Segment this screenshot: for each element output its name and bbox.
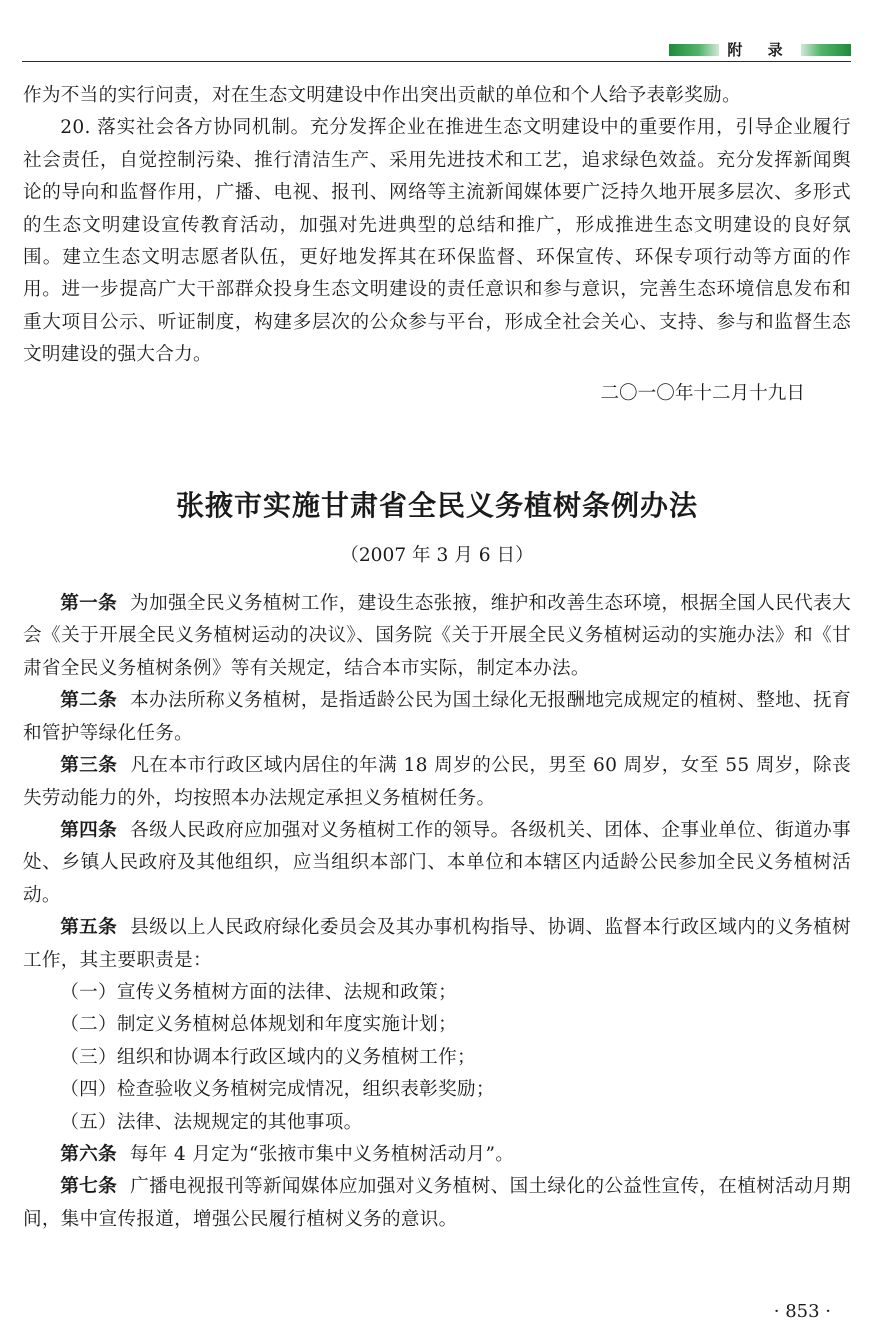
article-label: 第五条 xyxy=(60,917,118,939)
article-5 xyxy=(23,912,851,977)
list-item-4: （四）检查验收义务植树完成情况，组织表彰奖励； xyxy=(60,1079,495,1101)
document-date: （2007 年 3 月 6 日） xyxy=(340,545,534,567)
continuation-line: 作为不当的实行问责，对在生态文明建设中作出突出贡献的单位和个人给予表彰奖励。 xyxy=(23,85,741,106)
article-text: 县级以上人民政府绿化委员会及其办事机构指导、协调、监督本行政区域内的义务植树工作，其主要职责是： xyxy=(23,917,851,971)
list-item-3: （三）组织和协调本行政区域内的义务植树工作； xyxy=(60,1046,476,1068)
article-label: 第一条 xyxy=(60,593,118,615)
article-label: 第七条 xyxy=(60,1176,118,1198)
article-text: 凡在本市行政区域内居住的年满 18 周岁的公民，男至 60 周岁，女至 55 周岁，除丧失劳动能力的外，均按照本办法规定承担义务植树任务。 xyxy=(23,755,851,809)
header-rule xyxy=(22,61,851,62)
article-text: 各级人民政府应加强对义务植树工作的领导。各级机关、团体、企事业单位、街道办事处、乡镇人民政府及其他组织，应当组织本部门、本单位和本辖区内适龄公民参加全民义务植树活动。 xyxy=(23,819,851,906)
list-item-2: （二）制定义务植树总体规划和年度实施计划； xyxy=(60,1014,457,1036)
article-text: 为加强全民义务植树工作，建设生态张掖，维护和改善生态环境，根据全国人民代表大会《关于开展全民义务植树运动的决议》、国务院《关于开展全民义务植树运动的实施办法》和《甘肃省全民义务植树条例》等有关规定，结合本市实际，制定本办法。 xyxy=(23,593,851,679)
article-text: 广播电视报刊等新闻媒体应加强对义务植树、国土绿化的公益性宣传，在植树活动月期间，集中宣传报道，增强公民履行植树义务的意识。 xyxy=(23,1176,851,1230)
page-number: · 853 · xyxy=(773,1301,831,1322)
article-text: 每年 4 月定为“张掖市集中义务植树活动月”。 xyxy=(129,1143,515,1165)
article-label: 第三条 xyxy=(60,755,118,777)
header-decor-bar-left xyxy=(669,44,719,56)
article-6 xyxy=(23,1139,851,1171)
list-item-5: （五）法律、法规规定的其他事项。 xyxy=(60,1111,363,1133)
article-label: 第二条 xyxy=(60,690,118,712)
page-content xyxy=(23,80,851,1236)
item-20-paragraph: 20. 落实社会各方协同机制。充分发挥企业在推进生态文明建设中的重要作用，引导企业履行社会责任，自觉控制污染、推行清洁生产、采用先进技术和工艺，追求绿色效益。充分发挥新闻舆论的导向和监督作用，广播、电视、报刊、网络等主流新闻媒体要广泛持久地开展多层次、多形式的生态文明建设宣传教育活动，加强对先进典型的总结和推广，形成推进生态文明建设的良好氛围。建立生态文明志愿者队伍，更好地发挥其在环保监督、环保宣传、环保专项行动等方面的作用。进一步提高广大干部群众投身生态文明建设的责任意识和参与意识，完善生态环境信息发布和重大项目公示、听证制度，构建多层次的公众参与平台，形成全社会关心、支持、参与和监督生态文明建设的强大合力。 xyxy=(23,117,851,366)
article-2 xyxy=(23,685,851,750)
page-header xyxy=(22,40,851,62)
article-1 xyxy=(23,588,851,685)
article-label: 第六条 xyxy=(60,1143,117,1165)
article-3 xyxy=(23,750,851,815)
list-item-1: （一）宣传义务植树方面的法律、法规和政策； xyxy=(60,981,457,1003)
header-decor-bar-right xyxy=(801,44,851,56)
article-text: 本办法所称义务植树，是指适龄公民为国土绿化无报酬地完成规定的植树、整地、抚育和管护等绿化任务。 xyxy=(23,690,851,744)
article-label: 第四条 xyxy=(60,819,118,841)
signing-date: 二〇一〇年十二月十九日 xyxy=(600,382,805,404)
document-title: 张掖市实施甘肃省全民义务植树条例办法 xyxy=(175,489,698,523)
article-7 xyxy=(23,1171,851,1236)
section-tag xyxy=(669,42,851,58)
article-4 xyxy=(23,815,851,912)
section-label: 附 录 xyxy=(727,41,793,59)
